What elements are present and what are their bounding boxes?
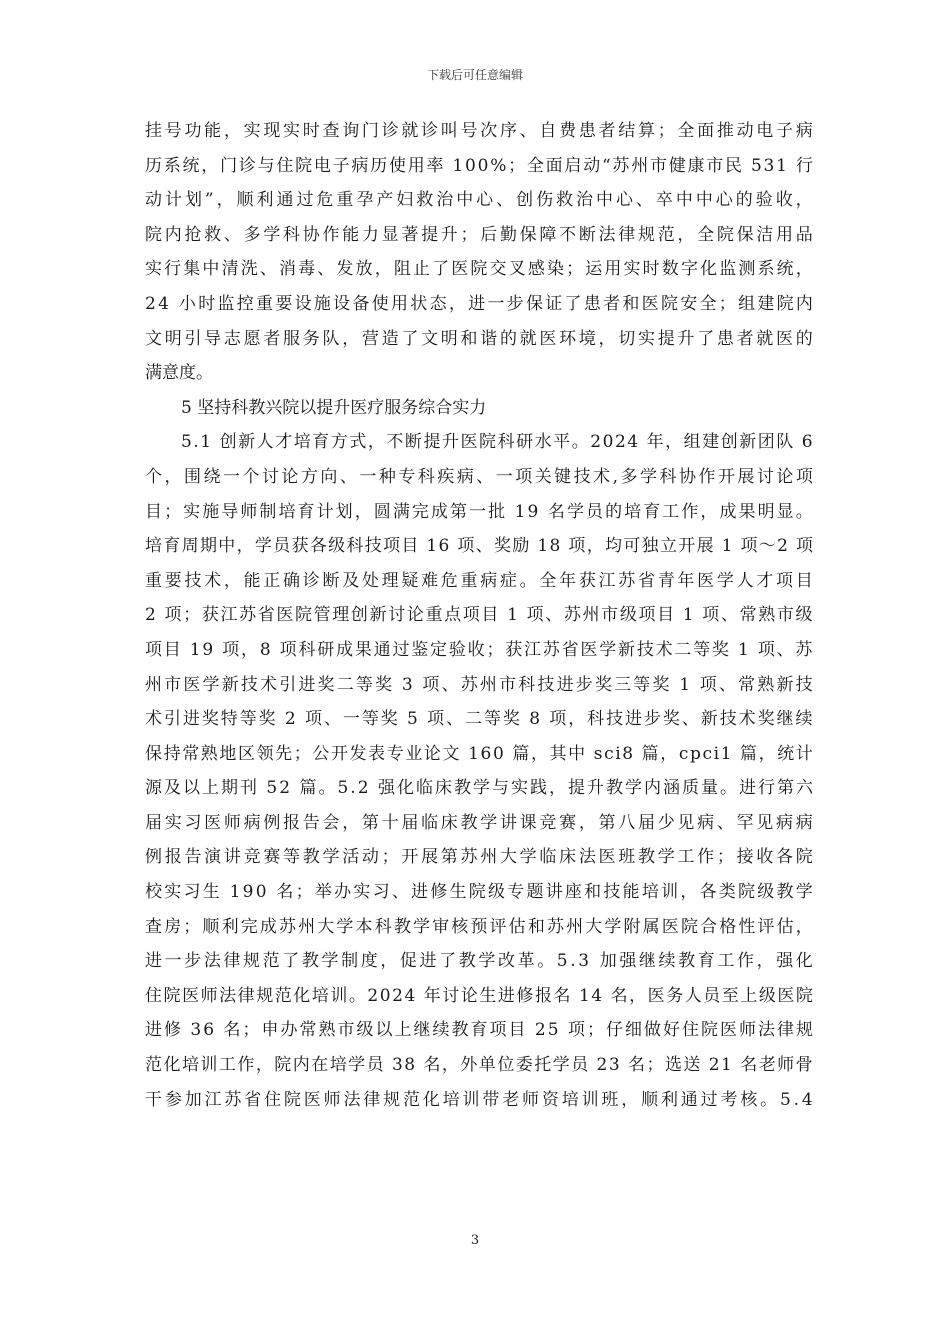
text-line: 动 计 划 ” ， 顺 利 通 过 危 重 孕 产 妇 救 治 中 心 、 创 伤 救 治 中 心 、 卒 中 中 心 的 验 收 ， xyxy=(145,190,813,211)
text-line: 术 引 进 奖 特 等 奖 2 项 、 一 等 奖 5 项 、 二 等 奖 8 项 ， 科 技 进 步 奖 、 新 技 术 奖 继 续 xyxy=(145,709,813,730)
text-line: 文 明 引 导 志 愿 者 服 务 队 ， 营 造 了 文 明 和 谐 的 就 医 环 境 ， 切 实 提 升 了 患 者 就 医 的 xyxy=(145,328,813,349)
text-line: 查 房 ； 顺 利 完 成 苏 州 大 学 本 科 教 学 审 核 预 评 估 和 苏 州 大 学 附 属 医 院 合 格 性 评 估 ， xyxy=(145,916,813,937)
text-line: 住 院 医 师 法 律 规 范 化 培 训 。 2 0 2 4 年 讨 论 生 进 修 报 名 1 4 名 ， 医 务 人 员 至 上 级 医 院 xyxy=(145,985,813,1006)
text-line: 例 报 告 演 讲 竞 赛 等 教 学 活 动 ； 开 展 第 苏 州 大 学 临 床 法 医 班 教 学 工 作 ； 接 收 各 院 xyxy=(145,847,813,868)
text-line: 干 参 加 江 苏 省 住 院 医 师 法 律 规 范 化 培 训 带 老 师 资 培 训 班 ， 顺 利 通 过 考 核 。 5 . 4 xyxy=(145,1089,813,1110)
text-line: 重 要 技 术 ， 能 正 确 诊 断 及 处 理 疑 难 危 重 病 症 。 全 年 获 江 苏 省 青 年 医 学 人 才 项 目 xyxy=(145,570,813,591)
text-line: 历 系 统 ， 门 诊 与 住 院 电 子 病 历 使 用 率 1 0 0 % ； 全 面 启 动 “ 苏 州 市 健 康 市 民 5 3 1 行 xyxy=(145,155,813,176)
text-line: 州 市 医 学 新 技 术 引 进 奖 二 等 奖 3 项 、 苏 州 市 科 技 进 步 奖 三 等 奖 1 项 、 常 熟 新 技 xyxy=(145,674,813,695)
text-line: 个 ， 围 绕 一 个 讨 论 方 向 、 一 种 专 科 疾 病 、 一 项 关 键 技 术 , 多 学 科 协 作 开 展 讨 论 项 xyxy=(145,466,813,487)
text-line: 5 坚持科教兴院以提升医疗服务综合实力 xyxy=(181,397,487,418)
text-line: 实 行 集 中 清 洗 、 消 毒 、 发 放 ， 阻 止 了 医 院 交 叉 感 染 ； 运 用 实 时 数 字 化 监 测 系 统 ， xyxy=(145,259,813,280)
text-line: 2 4 小 时 监 控 重 要 设 施 设 备 使 用 状 态 ， 进 一 步 保 证 了 患 者 和 医 院 安 全 ； 组 建 院 内 xyxy=(145,293,813,314)
page-number: 3 xyxy=(470,1233,480,1248)
text-line: 届 实 习 医 师 病 例 报 告 会 ， 第 十 届 临 床 教 学 讲 课 竞 赛 ， 第 八 届 少 见 病 、 罕 见 病 病 xyxy=(145,812,813,833)
text-line: 2 项 ； 获 江 苏 省 医 院 管 理 创 新 讨 论 重 点 项 目 1 项 、 苏 州 市 级 项 目 1 项 、 常 熟 市 级 xyxy=(145,605,813,626)
text-line: 5 . 1 创 新 人 才 培 育 方 式 ， 不 断 提 升 医 院 科 研 水 平 。 2 0 2 4 年 ， 组 建 创 新 团 队 6 xyxy=(181,432,813,453)
text-line: 满意度。 xyxy=(145,363,213,384)
text-line: 进 修 3 6 名 ； 申 办 常 熟 市 级 以 上 继 续 教 育 项 目 2 5 项 ； 仔 细 做 好 住 院 医 师 法 律 规 xyxy=(145,1020,813,1041)
text-line: 培 育 周 期 中 ， 学 员 获 各 级 科 技 项 目 1 6 项 、 奖 励 1 8 项 ， 均 可 独 立 开 展 1 项 ～ 2 项 xyxy=(145,536,813,557)
text-line: 目 ； 实 施 导 师 制 培 育 计 划 ， 圆 满 完 成 第 一 批 1 9 名 学 员 的 培 育 工 作 ， 成 果 明 显 。 xyxy=(145,501,813,522)
page-header-note: 下载后可任意编辑 xyxy=(426,68,523,82)
text-line: 范 化 培 训 工 作 ， 院 内 在 培 学 员 3 8 名 ， 外 单 位 委 托 学 员 2 3 名 ； 选 送 2 1 名 老 师 骨 xyxy=(145,1055,813,1076)
text-line: 校 实 习 生 1 9 0 名 ； 举 办 实 习 、 进 修 生 院 级 专 题 讲 座 和 技 能 培 训 ， 各 类 院 级 教 学 xyxy=(145,882,813,903)
text-line: 院 内 抢 救 、 多 学 科 协 作 能 力 显 著 提 升 ； 后 勤 保 障 不 断 法 律 规 范 ， 全 院 保 洁 用 品 xyxy=(145,224,813,245)
body-text xyxy=(145,114,813,1117)
text-line: 进 一 步 法 律 规 范 了 教 学 制 度 ， 促 进 了 教 学 改 革 。 5 . 3 加 强 继 续 教 育 工 作 ， 强 化 xyxy=(145,951,813,972)
text-line: 源 及 以 上 期 刊 5 2 篇 。 5 . 2 强 化 临 床 教 学 与 实 践 ， 提 升 教 学 内 涵 质 量 。 进 行 第 六 xyxy=(145,778,813,799)
text-line: 保 持 常 熟 地 区 领 先 ； 公 开 发 表 专 业 论 文 1 6 0 篇 ， 其 中 s c i 8 篇 ， c p c i 1 篇 ， 统 计 xyxy=(145,743,813,764)
text-line: 挂 号 功 能 ， 实 现 实 时 查 询 门 诊 就 诊 叫 号 次 序 、 自 费 患 者 结 算 ； 全 面 推 动 电 子 病 xyxy=(145,121,813,141)
text-line: 项 目 1 9 项 ， 8 项 科 研 成 果 通 过 鉴 定 验 收 ； 获 江 苏 省 医 学 新 技 术 二 等 奖 1 项 、 苏 xyxy=(145,639,813,660)
